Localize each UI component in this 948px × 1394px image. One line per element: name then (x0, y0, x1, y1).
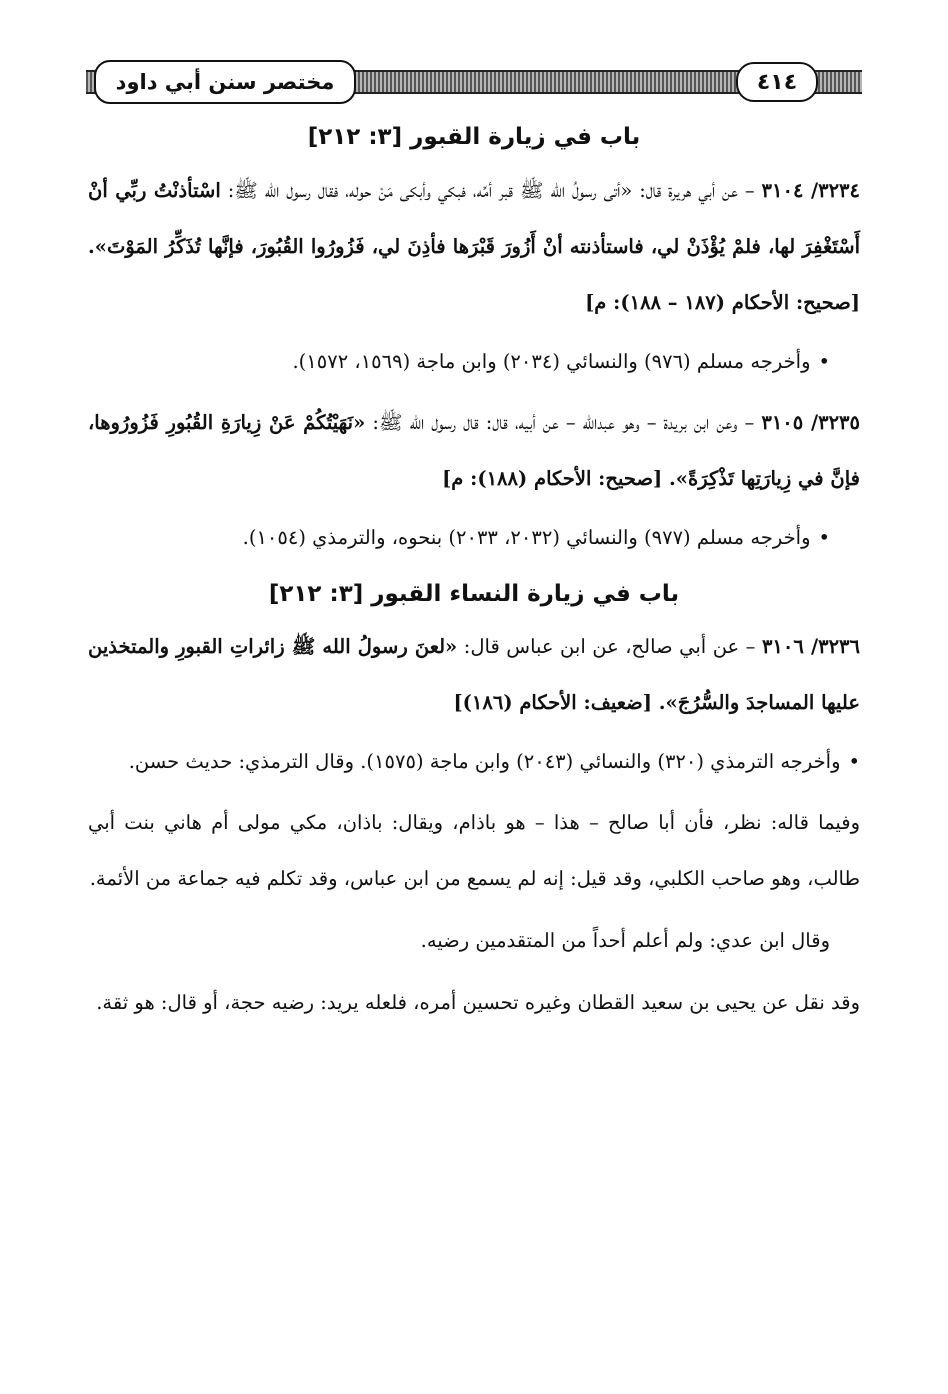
takhrij-3106 (88, 735, 860, 789)
book-title (94, 60, 356, 104)
takhrij-3104 (88, 335, 860, 389)
hadith-intro: – عن أبي هريرة قال: «أتى رسولُ الله ﷺ قبر أمِّه، فبكي وأبكى مَنْ حوله، فقال رسول الله ﷺ: (220, 178, 762, 202)
book-title-text: مختصر سنن أبي داود (115, 70, 335, 94)
hadith-text: اسْتأذنْتُ ربِّي أنْ أَسْتَغْفِرَ لها، فلمْ يُؤْذَنْ لي، فاستأذنته أنْ أَزُورَ قَبْرَها فأذِنَ لي، فَزُورُوا القُبُورَ، فإنَّها تُذَكِّرُ المَوْتَ». (88, 178, 860, 258)
hadith-3105 (88, 395, 860, 507)
hadith-grade: [صحيح: الأحكام (١٨٨): م] (442, 466, 670, 490)
commentary-paragraph-2: وقال ابن عدي: ولم أعلم أحداً من المتقدمين رضيه. (420, 929, 830, 952)
hadith-intro: – عن أبي صالح، عن ابن عباس قال: (457, 635, 762, 658)
page-body (88, 108, 860, 1031)
chapter-heading-women-visiting-graves: باب في زيارة النساء القبور [٣: ٢١٢] (268, 580, 680, 607)
chapter-heading-visiting-graves: باب في زيارة القبور [٣: ٢١٢] (307, 124, 641, 150)
bullet-icon: • (818, 525, 830, 549)
bullet-icon: • (818, 349, 830, 373)
hadith-grade: [صحيح: الأحكام (١٨٧ – ١٨٨): م] (585, 290, 860, 314)
hadith-text: «لعنَ رسولُ الله ﷺ زائراتِ القبورِ والمتخذين عليها المساجدَ والسُّرُجَ». (88, 635, 860, 714)
takhrij-3105 (88, 511, 860, 565)
hadith-intro: – وعن ابن بريدة – وهو عبدالله – عن أبيه، قال: قال رسول الله ﷺ: (365, 410, 762, 434)
hadith-3104 (88, 163, 860, 331)
hadith-number: ٣٢٣٥/ ٣١٠٥ (761, 410, 860, 434)
takhrij-text: وأخرجه الترمذي (٣٢٠) والنسائي (٢٠٤٣) وابن ماجة (١٥٧٥). وقال الترمذي: حديث حسن. (128, 750, 841, 773)
hadith-text: «نَهَيْتُكُمْ عَنْ زِيارَةِ القُبُورِ فَزُورُوها، فإنَّ في زِيارَتِها تَذْكِرَةً». (88, 410, 860, 490)
hadith-number: ٣٢٣٤/ ٣١٠٤ (761, 178, 860, 202)
page-number (736, 62, 818, 102)
takhrij-text: وأخرجه مسلم (٩٧٦) والنسائي (٢٠٣٤) وابن ماجة (١٥٦٩، ١٥٧٢). (292, 349, 811, 373)
page-number-text: ٤١٤ (756, 69, 798, 95)
commentary-paragraph-3: وقد نقل عن يحيى بن سعيد القطان وغيره تحسين أمره، فلعله يريد: رضيه حجة، أو قال: هو ثقة. (96, 991, 860, 1014)
bullet-icon: • (848, 750, 860, 773)
hadith-3106 (88, 619, 860, 731)
commentary-paragraph-1: وفيما قاله: نظر، فأن أبا صالح – هذا – هو باذام، ويقال: باذان، مكي مولى أم هاني بنت أبي طالب، وهو صاحب الكلبي، وقد قيل: إنه لم يسمع من ابن عباس، وقد تكلم فيه جماعة من الأئمة. (88, 811, 860, 890)
hadith-grade: [ضعيف: الأحكام (١٨٦)] (453, 691, 659, 714)
hadith-number: ٣٢٣٦/ ٣١٠٦ (761, 635, 860, 658)
takhrij-text: وأخرجه مسلم (٩٧٧) والنسائي (٢٠٣٢، ٢٠٣٣) بنحوه، والترمذي (١٠٥٤). (242, 525, 811, 549)
running-header (86, 58, 862, 104)
